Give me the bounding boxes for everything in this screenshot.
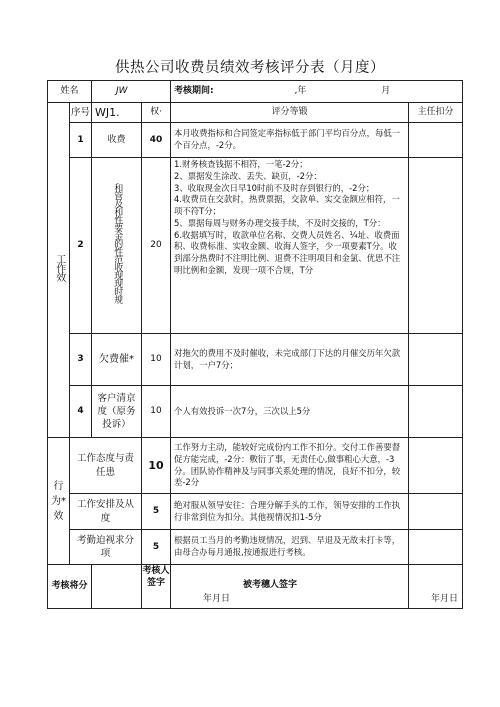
row-criteria: 绝对服从领导安往：合理分解手头的工作，领导安排的工作执行非常到位为扣分。其他视情况扣1-5分 xyxy=(171,494,409,530)
row-item: 工作安排及从度 xyxy=(70,494,142,530)
row-no: 3 xyxy=(70,334,92,386)
name-label: 姓名 xyxy=(48,81,92,103)
assessee-date: 年月日 xyxy=(431,594,459,605)
row-weight: 20 xyxy=(142,158,171,334)
supervisor-score-cell[interactable] xyxy=(409,386,463,438)
period-cell xyxy=(171,81,463,103)
header-row xyxy=(48,81,463,103)
table-row xyxy=(48,530,463,565)
table-row xyxy=(48,123,463,158)
evaluation-table xyxy=(47,80,463,609)
col-weight: 权· xyxy=(142,103,171,123)
total-score-value[interactable] xyxy=(92,565,142,609)
table-row xyxy=(48,438,463,494)
page-title: 供热公司收费员绩效考核评分表（月度） xyxy=(115,60,385,76)
row-criteria: 1.财务核查钱据不相符，一笔-2分； 2、票据发生涂改、丢失、缺页，-2分： 3、收取现金次日早10时前不及时存到银行的，-2分； 4.收费员在交款时，热费票据，交款单、实交金额应相符，一项不符T分； 5、票据每周与财务办理交接手续，不及时交接的，T分： 6.收据填写时，收款单位名称、交费人员姓名、¼址、收费面积、收费标准、实收金额、收海人签字，少一项要素T分。收到部分热费时不注明比例、退费不注明项目和金氯、优思不注明比例和金额，发现一项不合规，T分 xyxy=(171,158,409,334)
row-criteria: 个人有效投诉一次7分，三次以上5分 xyxy=(171,386,409,438)
row-weight: 5 xyxy=(142,494,171,530)
row-criteria: 工作努力主动，能较好完成份内工作不扣分。交付工作善要督促方能完成，-2分：敷衍了事，无责任心,做事粗心大意，-3分。团队协作精神及与同事关系处理的情况，良好不扣分，较差-2分 xyxy=(171,438,409,494)
name-value[interactable]: JW xyxy=(92,81,171,103)
row-item: 收费 xyxy=(92,123,142,158)
assessor-date: 年月日 xyxy=(203,594,231,605)
col-item: WJ1. xyxy=(92,103,142,123)
row-weight: 10 xyxy=(142,438,171,494)
row-no: 2 xyxy=(70,158,92,334)
row-criteria: 本月收费指标和合同签定率指标低于部门平均百分点，每低一个百分点，-2分。 xyxy=(171,123,409,158)
table-row xyxy=(48,158,463,334)
row-no: 1 xyxy=(70,123,92,158)
table-row xyxy=(48,494,463,530)
row-weight: 5 xyxy=(142,530,171,565)
row-item: 欠费催* xyxy=(92,334,142,386)
table-row xyxy=(48,386,463,438)
row-weight: 10 xyxy=(142,386,171,438)
row-weight: 40 xyxy=(142,123,171,158)
assessor-label: 考核人签字 xyxy=(142,566,170,588)
row-weight: 10 xyxy=(142,334,171,386)
row-item: 工作态度与责任患 xyxy=(70,438,142,494)
total-score-label: 考核将分 xyxy=(48,565,92,609)
group-work-effect: 工作效 xyxy=(48,103,70,438)
row-item: 和管及和性要金的性范收现现时规 xyxy=(92,158,142,334)
row-item: 考勤迫视求分项 xyxy=(70,530,142,565)
col-seq: 序号 xyxy=(70,103,92,123)
col-supervisor: 主任扣分 xyxy=(409,103,463,123)
period-month: 月 xyxy=(381,86,391,97)
period-year: ,年 xyxy=(294,86,307,97)
assessor-sign-cell[interactable] xyxy=(142,565,231,609)
row-no: 4 xyxy=(70,386,92,438)
period-label: 考核期间: xyxy=(174,86,214,97)
supervisor-score-cell[interactable] xyxy=(409,158,463,334)
supervisor-score-cell[interactable] xyxy=(409,334,463,386)
supervisor-score-cell[interactable] xyxy=(409,530,463,565)
col-criteria: 评分等锻 xyxy=(171,103,409,123)
supervisor-score-cell[interactable] xyxy=(409,123,463,158)
supervisor-score-cell[interactable] xyxy=(409,494,463,530)
assessee-sign-cell[interactable] xyxy=(171,565,409,609)
row-criteria: 根据员工当月的考勤违规情况，迟到、早退及无故未打卡等，由母合办每月通报,按通报进行考核。 xyxy=(171,530,409,565)
assessee-date-cell[interactable] xyxy=(409,565,463,609)
row-criteria: 对拖欠的费用不及时催收，未完成部门下达的月催交历年欠款计划，一户7分； xyxy=(171,334,409,386)
row-item: 客户清京度（原务投诉） xyxy=(92,386,142,438)
table-row xyxy=(48,334,463,386)
supervisor-score-cell[interactable] xyxy=(409,438,463,494)
column-header-row xyxy=(48,103,463,123)
footer-row xyxy=(48,565,463,609)
assessee-label: 被考穗人签字 xyxy=(243,580,298,590)
group-behavior: 行为*效 xyxy=(48,438,70,565)
